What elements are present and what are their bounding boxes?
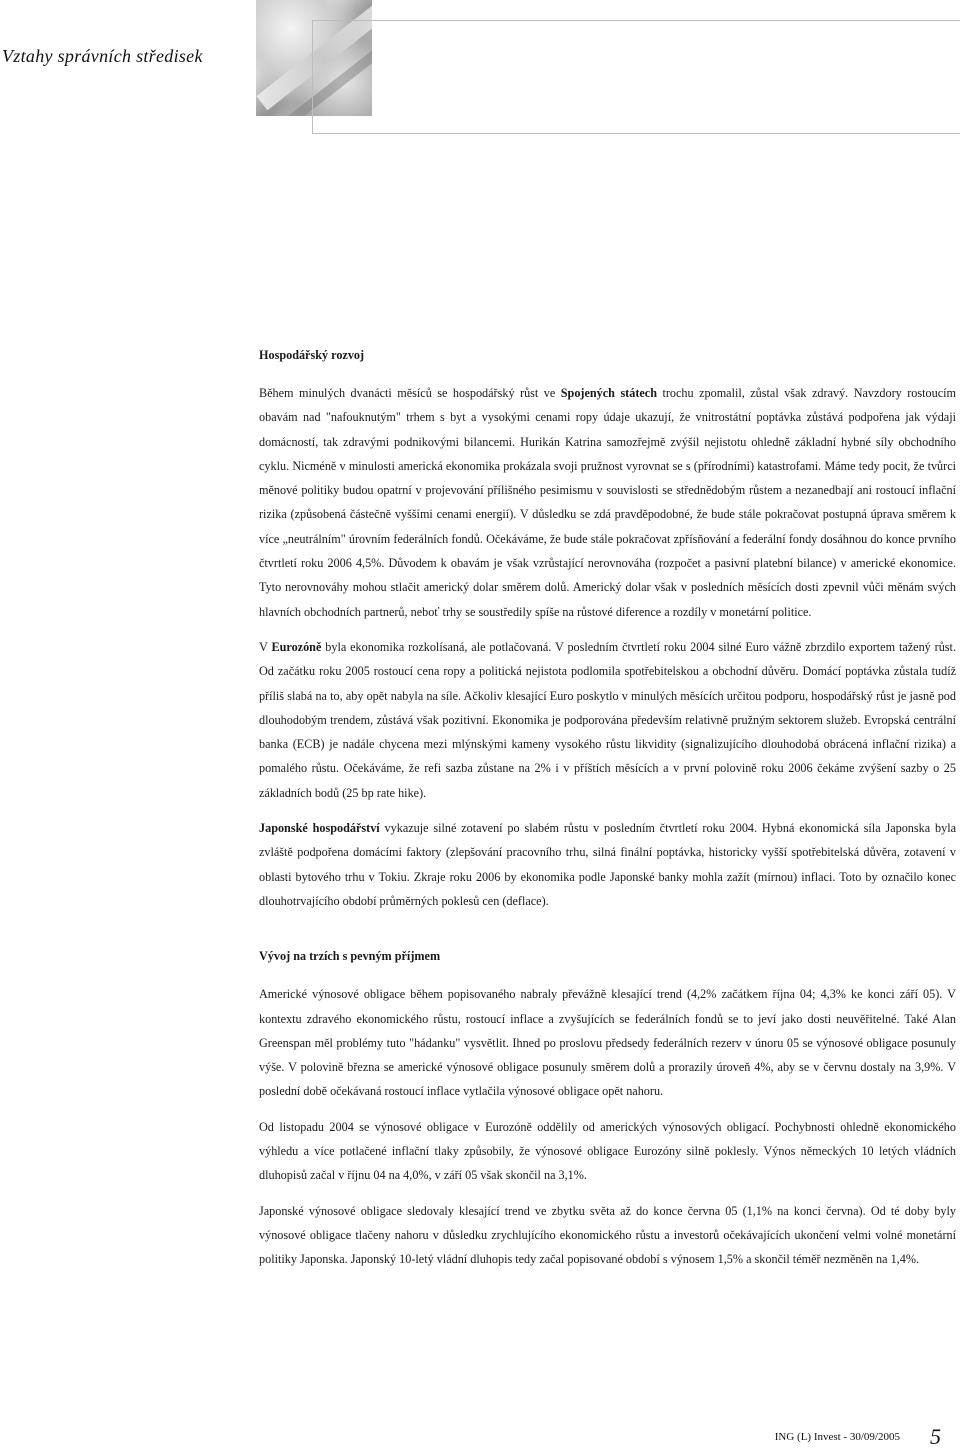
paragraph-eurozone: [259, 635, 956, 805]
header-frame: [312, 20, 960, 134]
paragraph-japan-bonds: Japonské výnosové obligace sledovaly klesající trend ve zbytku světa až do konce června 05 (1,1% na konci června). Od té doby byly výnosové obligace tlačeny nahoru v důsledku zrychlujícího ekonomického růstu a investorů očekávajících ukončení velmi volné monetární politiky Japonska. Japonský 10-letý vládní dluhopis tedy začal popisované období s výnosem 1,5% a skončil téměř nezměněn na 1,4%.: [259, 1203, 956, 1267]
paragraph-eurozone-pre: V: [259, 639, 272, 654]
section-heading-fixed-income: Vývoj na trzích s pevným příjmem: [259, 949, 441, 964]
paragraph-japan: [259, 816, 956, 913]
paragraph-usa-bold: Spojených státech: [560, 386, 657, 400]
paragraph-euro-bonds: Od listopadu 2004 se výnosové obligace v Eurozóně oddělily od amerických výnosových obligací. Pochybnosti ohledně ekonomického výhledu a více potlačené inflační tlaky způsobily, že výnosové obligace Eurozóny silně poklesly. Výnos německých 10 letých vládních dluhopisů začal v říjnu 04 na 4,0%, v září 05 však skončil na 3,1%.: [259, 1119, 956, 1183]
page-title: Vztahy správních středisek: [2, 46, 203, 66]
paragraph-japan-post: vykazuje silné zotavení po slabém růstu v posledním čtvrtletí roku 2004. Hybná ekonomická síla Japonska byla zvláště podpořena domácími faktory (zlepšování pracovního trhu, silná finální poptávka, historicky vyšší spotřebitelská důvěra, zotavení v oblasti bytového trhu v Tokiu. Zkraje roku 2006 by ekonomika podle Japonské banky mohla zažít (mírnou) inflaci. Toto by označilo konec dlouhotrvajícího období průměrných poklesů cen (deflace).: [259, 821, 956, 908]
paragraph-eurozone-post: byla ekonomika rozkolísaná, ale potlačovaná. V posledním čtvrtletí roku 2004 silné Euro vážně zbrzdilo exportem tažený růst. Od začátku roku 2005 rostoucí cena ropy a politická nejistota podlomila spotřebitelskou a obchodní důvěru. Domácí poptávka zůstala tudíž příliš slabá na to, aby opět nabyla na síle. Ačkoliv klesající Euro poskytlo v minulých měsících určitou podporu, hospodářský růst je jasně pod dlouhodobým trendem, zůstává však pozitivní. Ekonomika je podporována především relativně pružným sektorem služeb. Evropská centrální banka (ECB) je nadále chycena mezi mlýnskými kameny vysokého růstu likvidity (signalizujícího dlouhodobá obrácená inflační rizika) a pomalého růstu. Očekáváme, že refi sazba zůstane na 2% i v příštích měsících a v první polovině roku 2006 čekáme zvýšení sazby o 25 základních bodů (25 bp rate hike).: [259, 639, 956, 800]
document-body: [259, 346, 956, 1283]
paragraph-usa: [259, 381, 956, 624]
paragraph-japan-bold: Japonské hospodářství: [259, 821, 380, 836]
paragraph-eurozone-bold: Eurozóně: [271, 639, 322, 654]
page-number: 5: [930, 1424, 941, 1449]
footer-text: ING (L) Invest - 30/09/2005: [774, 1431, 900, 1443]
paragraph-us-bonds: Americké výnosové obligace během popisovaného nabraly převážně klesající trend (4,2% začátkem října 04; 4,3% ke konci září 05). V kontextu zdravého ekonomického růstu, rostoucí inflace a zvyšujících se federálních fondů se to jeví jako dosti neuvěřitelné. Také Alan Greenspan měl problémy tuto "hádanku" vysvětlit. Ihned po proslovu předsedy federálních rezerv v únoru 05 se výnosové obligace posunuly výše. V polovině března se americké výnosové obligace posunuly směrem dolů a prorazily úroveň 4%, aby se v červnu dostaly na 3,9%. V poslední době očekávaná rostoucí inflace vytlačila výnosové obligace opět nahoru.: [259, 987, 956, 1099]
paragraph-usa-post: trochu zpomalil, zůstal však zdravý. Navzdory rostoucím obavám nad "nafouknutým" trhem s byt a vysokými cenami ropy údaje ukazují, že vnitrostátní poptávka zůstává podpořena jak výdaji domácností, tak zdravými podnikovými bilancemi. Hurikán Katrina samozřejmě zvýšil nejistotu ohledně základní hybné síly obchodního cyklu. Nicméně v minulosti americká ekonomika prokázala svoji pružnost vyrovnat se s (přírodními) katastrofami. Máme tedy pocit, že tvůrci měnové politiky budou opatrní v projevování přílišného pesimismu v souvislosti se střednědobým růstem a nezanedbají ani rostoucí inflační rizika (způsobená částečně vyššími cenami energií). V důsledku se zdá pravděpodobné, že bude stále pokračovat postupná úprava směrem k více „neutrálním" úrovním federálních fondů. Očekáváme, že bude stále pokračovat zpřísňování a federální fondy dosáhnou do konce prvního čtvrtletí roku 2006 4,5%. Důvodem k obavám je však vzrůstající nerovnováha (rozpočet a pasivní platební bilance) v americké ekonomice. Tyto nerovnováhy mohou stlačit americký dolar směrem dolů. Americký dolar však v posledních měsících dosti zpevnil vůči měnám svých hlavních obchodních partnerů, neboť trhy se soustředily spíše na růstové diference a rozdíly v monetární politice.: [259, 386, 956, 619]
section-heading-economic-development: Hospodářský rozvoj: [259, 348, 365, 362]
paragraph-usa-pre: Během minulých dvanácti měsíců se hospodářský růst ve: [259, 386, 561, 400]
